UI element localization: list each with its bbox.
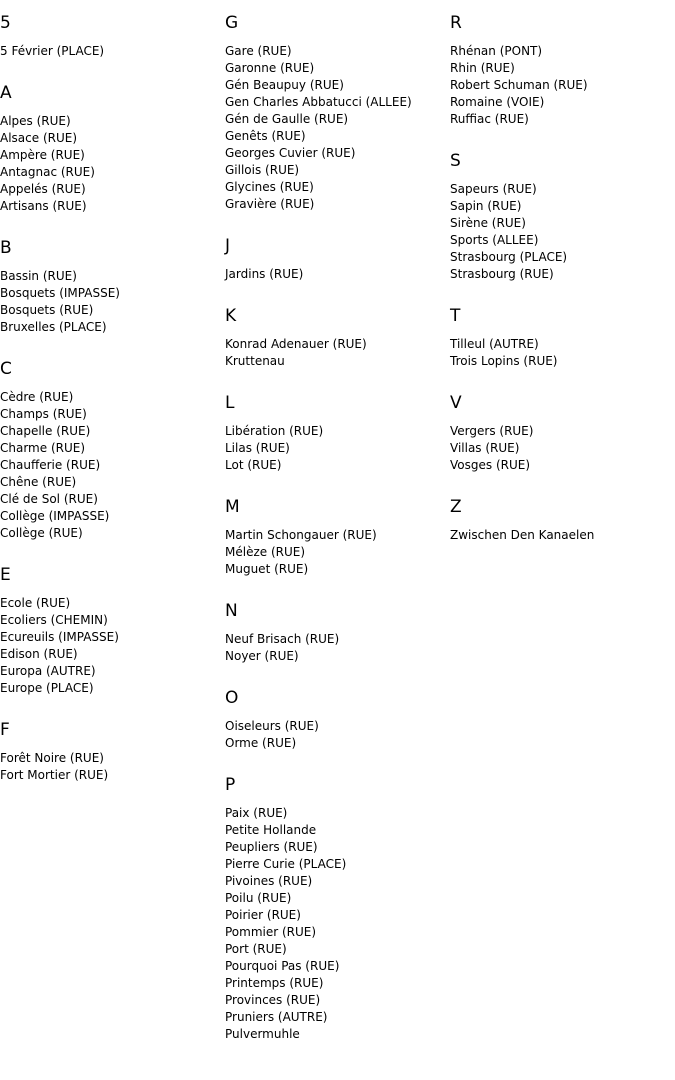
street-list-item xyxy=(450,527,672,544)
street-link[interactable]: Garonne (RUE) xyxy=(225,61,315,75)
street-link[interactable]: Peupliers (RUE) xyxy=(225,840,318,854)
letter-section xyxy=(450,151,672,283)
street-list-item xyxy=(225,128,447,145)
street-link[interactable]: Pierre Curie (PLACE) xyxy=(225,857,347,871)
street-link[interactable]: Bosquets (IMPASSE) xyxy=(0,286,120,300)
street-list-item xyxy=(225,196,447,213)
street-link[interactable]: Champs (RUE) xyxy=(0,407,87,421)
street-list-item xyxy=(0,198,222,215)
street-list-item xyxy=(0,491,222,508)
street-link[interactable]: Sapin (RUE) xyxy=(450,199,522,213)
street-list xyxy=(0,595,222,697)
street-link[interactable]: Ecureuils (IMPASSE) xyxy=(0,630,119,644)
street-list-item xyxy=(0,595,222,612)
street-list-item xyxy=(225,873,447,890)
street-list-item xyxy=(225,1009,447,1026)
street-list-item xyxy=(450,440,672,457)
letter-section xyxy=(225,497,447,578)
street-list-item xyxy=(225,941,447,958)
street-link[interactable]: Glycines (RUE) xyxy=(225,180,314,194)
street-list-item xyxy=(450,249,672,266)
street-link[interactable]: Pourquoi Pas (RUE) xyxy=(225,959,340,973)
street-link[interactable]: 5 Février (PLACE) xyxy=(0,44,105,58)
street-link[interactable]: Villas (RUE) xyxy=(450,441,520,455)
street-link[interactable]: Gen Charles Abbatucci (ALLEE) xyxy=(225,95,412,109)
street-link[interactable]: Cèdre (RUE) xyxy=(0,390,74,404)
street-link[interactable]: Europe (PLACE) xyxy=(0,681,94,695)
street-link[interactable]: Chaufferie (RUE) xyxy=(0,458,101,472)
street-index-column-3 xyxy=(450,13,672,567)
street-list-item xyxy=(0,750,222,767)
street-list-item xyxy=(0,389,222,406)
street-list-item xyxy=(0,767,222,784)
street-list-item xyxy=(225,440,447,457)
street-list-item xyxy=(225,527,447,544)
street-list-item xyxy=(0,113,222,130)
street-list-item xyxy=(450,77,672,94)
street-link[interactable]: Tilleul (AUTRE) xyxy=(450,337,539,351)
street-index-column-2 xyxy=(225,13,447,1066)
street-link[interactable]: Strasbourg (PLACE) xyxy=(450,250,568,264)
letter-heading: 5 xyxy=(0,13,11,33)
street-list xyxy=(225,527,447,578)
letter-heading: E xyxy=(0,565,11,585)
street-list-item xyxy=(450,111,672,128)
street-link[interactable]: Ecole (RUE) xyxy=(0,596,71,610)
street-list xyxy=(450,423,672,474)
street-link[interactable]: Noyer (RUE) xyxy=(225,649,299,663)
street-list-item xyxy=(0,147,222,164)
street-list-item xyxy=(225,648,447,665)
street-list xyxy=(0,113,222,215)
street-list-item xyxy=(0,164,222,181)
letter-section xyxy=(225,775,447,1043)
street-link[interactable]: Vosges (RUE) xyxy=(450,458,531,472)
street-list-item xyxy=(0,423,222,440)
street-link[interactable]: Jardins (RUE) xyxy=(225,267,304,281)
street-list-item xyxy=(225,423,447,440)
street-link[interactable]: Georges Cuvier (RUE) xyxy=(225,146,356,160)
street-list-item xyxy=(450,266,672,283)
street-list-item xyxy=(0,474,222,491)
street-list-item xyxy=(225,60,447,77)
street-list-item xyxy=(450,94,672,111)
street-list-item xyxy=(225,179,447,196)
street-link[interactable]: Poirier (RUE) xyxy=(225,908,301,922)
street-list-item xyxy=(0,130,222,147)
street-list-item xyxy=(0,612,222,629)
street-list-item xyxy=(225,958,447,975)
street-list-item xyxy=(450,336,672,353)
letter-heading: K xyxy=(225,306,237,326)
street-link[interactable]: Charme (RUE) xyxy=(0,441,86,455)
letter-section xyxy=(225,601,447,665)
street-link[interactable]: Chapelle (RUE) xyxy=(0,424,91,438)
street-link[interactable]: Libération (RUE) xyxy=(225,424,324,438)
street-link[interactable]: Lilas (RUE) xyxy=(225,441,290,455)
street-list-item xyxy=(225,457,447,474)
letter-section xyxy=(225,236,447,283)
letter-section xyxy=(450,306,672,370)
street-list-item xyxy=(0,268,222,285)
street-link[interactable]: Petite Hollande xyxy=(225,823,317,837)
street-list-item xyxy=(0,680,222,697)
street-list-item xyxy=(450,353,672,370)
street-list-item xyxy=(225,975,447,992)
street-link[interactable]: Europa (AUTRE) xyxy=(0,664,96,678)
letter-heading: L xyxy=(225,393,235,413)
street-link[interactable]: Lot (RUE) xyxy=(225,458,282,472)
street-list-item xyxy=(225,336,447,353)
letter-heading: N xyxy=(225,601,238,621)
street-list xyxy=(0,43,222,60)
letter-heading: Z xyxy=(450,497,462,517)
street-list xyxy=(225,336,447,370)
street-link[interactable]: Gare (RUE) xyxy=(225,44,292,58)
street-link[interactable]: Edison (RUE) xyxy=(0,647,78,661)
street-list-item xyxy=(225,992,447,1009)
letter-heading: C xyxy=(0,359,12,379)
street-link[interactable]: Neuf Brisach (RUE) xyxy=(225,632,340,646)
letter-section xyxy=(0,238,222,336)
street-list-item xyxy=(225,856,447,873)
street-link[interactable]: Fort Mortier (RUE) xyxy=(0,768,109,782)
street-list-item xyxy=(225,111,447,128)
street-link[interactable]: Rhénan (PONT) xyxy=(450,44,543,58)
street-link[interactable]: Sports (ALLEE) xyxy=(450,233,539,247)
street-list xyxy=(450,527,672,544)
street-list-item xyxy=(0,319,222,336)
letter-heading: T xyxy=(450,306,461,326)
street-link[interactable]: Oiseleurs (RUE) xyxy=(225,719,319,733)
street-link[interactable]: Forêt Noire (RUE) xyxy=(0,751,104,765)
letter-heading: S xyxy=(450,151,461,171)
street-link[interactable]: Konrad Adenauer (RUE) xyxy=(225,337,367,351)
street-list-item xyxy=(450,423,672,440)
street-link[interactable]: Poilu (RUE) xyxy=(225,891,292,905)
street-link[interactable]: Bosquets (RUE) xyxy=(0,303,94,317)
street-list-item xyxy=(225,353,447,370)
letter-section xyxy=(225,306,447,370)
street-link[interactable]: Gén Beaupuy (RUE) xyxy=(225,78,344,92)
street-list-item xyxy=(225,735,447,752)
street-list-item xyxy=(0,302,222,319)
street-link[interactable]: Alsace (RUE) xyxy=(0,131,78,145)
street-list xyxy=(225,266,447,283)
street-link[interactable]: Pruniers (AUTRE) xyxy=(225,1010,328,1024)
street-link[interactable]: Sapeurs (RUE) xyxy=(450,182,537,196)
street-link[interactable]: Printemps (RUE) xyxy=(225,976,324,990)
street-link[interactable]: Collège (RUE) xyxy=(0,526,83,540)
street-link[interactable]: Gravière (RUE) xyxy=(225,197,315,211)
street-link[interactable]: Kruttenau xyxy=(225,354,285,368)
street-list-item xyxy=(450,232,672,249)
street-list-item xyxy=(225,822,447,839)
street-list xyxy=(0,268,222,336)
street-link[interactable]: Pivoines (RUE) xyxy=(225,874,313,888)
letter-heading: B xyxy=(0,238,12,258)
street-list xyxy=(0,750,222,784)
letter-section xyxy=(0,359,222,542)
street-link[interactable]: Bassin (RUE) xyxy=(0,269,77,283)
street-list-item xyxy=(0,181,222,198)
street-list-item xyxy=(450,457,672,474)
letter-section xyxy=(0,565,222,697)
letter-heading: P xyxy=(225,775,236,795)
letter-section xyxy=(225,688,447,752)
street-list-item xyxy=(450,198,672,215)
street-index-column-1 xyxy=(0,13,222,807)
street-list-item xyxy=(225,77,447,94)
street-list-item xyxy=(225,907,447,924)
street-link[interactable]: Clé de Sol (RUE) xyxy=(0,492,98,506)
street-list-item xyxy=(450,43,672,60)
street-list xyxy=(225,631,447,665)
street-link[interactable]: Muguet (RUE) xyxy=(225,562,309,576)
street-link[interactable]: Rhin (RUE) xyxy=(450,61,515,75)
letter-section xyxy=(225,393,447,474)
street-link[interactable]: Pommier (RUE) xyxy=(225,925,317,939)
street-list-item xyxy=(0,406,222,423)
street-list-item xyxy=(225,805,447,822)
street-link[interactable]: Mélèze (RUE) xyxy=(225,545,306,559)
street-list-item xyxy=(225,266,447,283)
street-link[interactable]: Collège (IMPASSE) xyxy=(0,509,110,523)
street-link[interactable]: Martin Schongauer (RUE) xyxy=(225,528,377,542)
street-list xyxy=(225,718,447,752)
street-list-item xyxy=(225,718,447,735)
street-list xyxy=(450,336,672,370)
street-list-item xyxy=(0,525,222,542)
street-list xyxy=(225,423,447,474)
letter-section xyxy=(225,13,447,213)
street-link[interactable]: Romaine (VOIE) xyxy=(450,95,545,109)
street-link[interactable]: Pulvermuhle xyxy=(225,1027,300,1041)
street-list-item xyxy=(225,94,447,111)
street-list-item xyxy=(225,561,447,578)
street-list-item xyxy=(450,215,672,232)
street-list xyxy=(450,43,672,128)
street-link[interactable]: Appelés (RUE) xyxy=(0,182,86,196)
street-link[interactable]: Ecoliers (CHEMIN) xyxy=(0,613,108,627)
street-list-item xyxy=(225,890,447,907)
street-link[interactable]: Paix (RUE) xyxy=(225,806,288,820)
letter-section xyxy=(0,13,222,60)
street-link[interactable]: Gén de Gaulle (RUE) xyxy=(225,112,349,126)
street-list-item xyxy=(225,544,447,561)
street-link[interactable]: Trois Lopins (RUE) xyxy=(450,354,558,368)
street-list-item xyxy=(450,181,672,198)
street-link[interactable]: Provinces (RUE) xyxy=(225,993,321,1007)
street-list-item xyxy=(225,1026,447,1043)
street-list-item xyxy=(0,43,222,60)
letter-heading: G xyxy=(225,13,239,33)
street-list-item xyxy=(225,924,447,941)
street-link[interactable]: Bruxelles (PLACE) xyxy=(0,320,107,334)
street-list-item xyxy=(0,629,222,646)
street-link[interactable]: Ruffiac (RUE) xyxy=(450,112,529,126)
letter-section xyxy=(0,83,222,215)
street-link[interactable]: Antagnac (RUE) xyxy=(0,165,95,179)
street-link[interactable]: Strasbourg (RUE) xyxy=(450,267,554,281)
street-list-item xyxy=(0,646,222,663)
street-list-item xyxy=(225,839,447,856)
letter-heading: F xyxy=(0,720,10,740)
street-list xyxy=(0,389,222,542)
letter-heading: V xyxy=(450,393,462,413)
letter-heading: R xyxy=(450,13,462,33)
letter-heading: J xyxy=(225,236,231,256)
street-list xyxy=(450,181,672,283)
street-list-item xyxy=(0,457,222,474)
street-list xyxy=(225,805,447,1043)
street-link[interactable]: Chêne (RUE) xyxy=(0,475,77,489)
letter-section xyxy=(450,393,672,474)
street-list-item xyxy=(225,145,447,162)
street-link[interactable]: Gillois (RUE) xyxy=(225,163,300,177)
street-link[interactable]: Vergers (RUE) xyxy=(450,424,534,438)
street-link[interactable]: Alpes (RUE) xyxy=(0,114,71,128)
street-list xyxy=(225,43,447,213)
street-list-item xyxy=(225,43,447,60)
letter-heading: O xyxy=(225,688,239,708)
street-link[interactable]: Genêts (RUE) xyxy=(225,129,306,143)
street-list-item xyxy=(450,60,672,77)
letter-section xyxy=(450,13,672,128)
street-link[interactable]: Artisans (RUE) xyxy=(0,199,87,213)
street-link[interactable]: Robert Schuman (RUE) xyxy=(450,78,588,92)
street-list-item xyxy=(0,508,222,525)
street-link[interactable]: Sirène (RUE) xyxy=(450,216,526,230)
street-link[interactable]: Port (RUE) xyxy=(225,942,287,956)
letter-heading: M xyxy=(225,497,240,517)
letter-section xyxy=(0,720,222,784)
letter-section xyxy=(450,497,672,544)
street-link[interactable]: Zwischen Den Kanaelen xyxy=(450,528,595,542)
street-list-item xyxy=(0,440,222,457)
letter-heading: A xyxy=(0,83,12,103)
street-list-item xyxy=(225,631,447,648)
street-list-item xyxy=(0,285,222,302)
street-link[interactable]: Orme (RUE) xyxy=(225,736,297,750)
street-list-item xyxy=(225,162,447,179)
street-list-item xyxy=(0,663,222,680)
street-link[interactable]: Ampère (RUE) xyxy=(0,148,85,162)
